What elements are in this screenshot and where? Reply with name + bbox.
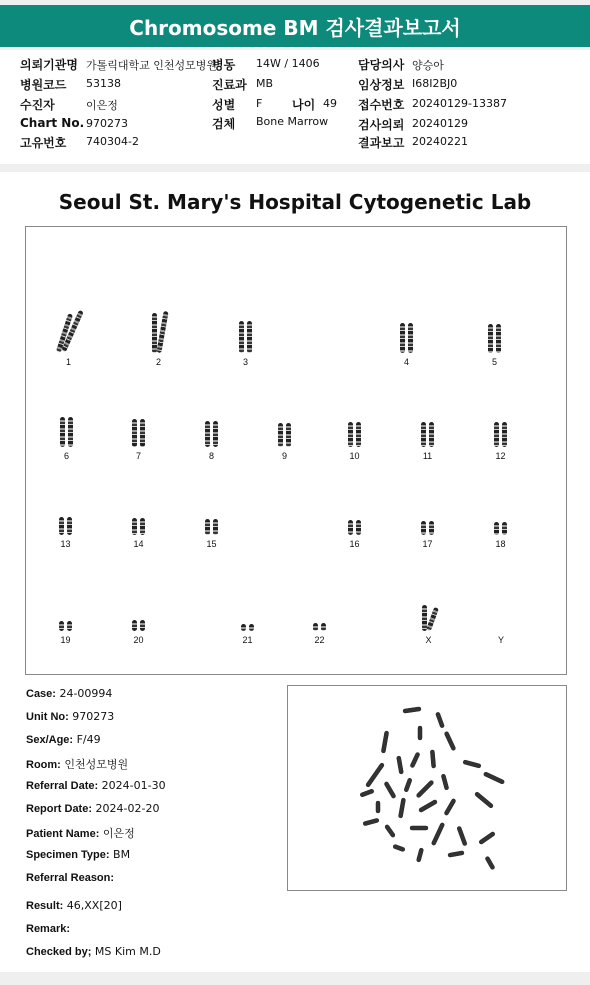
info-value: 이은정	[86, 99, 118, 112]
chromosome-pair-3	[239, 301, 252, 367]
chromosome-pair-image	[313, 579, 326, 631]
chromosome-pair-4	[400, 301, 413, 367]
info-value: MB	[256, 77, 274, 90]
info-value: Bone Marrow	[256, 115, 329, 128]
info-value: F	[256, 97, 263, 110]
room-value: 인천성모병원	[64, 758, 129, 771]
chromosome-pair-6	[60, 395, 73, 461]
chromosome-label: X	[425, 635, 432, 645]
chromosome-label: 15	[206, 539, 217, 549]
chromosome-label: 1	[65, 357, 71, 367]
chromosome-pair-9	[278, 395, 291, 461]
chromosome-pair-7	[132, 395, 145, 461]
chromosome-pair-12	[494, 395, 507, 461]
chromosome-label: 9	[281, 451, 287, 461]
chromosome-pair-image	[132, 483, 145, 535]
report-date-row	[26, 802, 159, 815]
chromosome-label: 3	[242, 357, 248, 367]
chromosome-pair-20	[132, 579, 145, 645]
remark-label: Remark:	[26, 923, 71, 935]
chromosome-pair-image	[59, 579, 72, 631]
specimen-row	[26, 848, 130, 861]
lab-title: Seoul St. Mary's Hospital Cytogenetic Lab	[58, 190, 532, 214]
chromosome-pair-11	[421, 395, 434, 461]
info-value: 14W / 1406	[256, 57, 320, 70]
sex-age-label: Sex/Age:	[26, 734, 74, 746]
chromosome-label: 7	[135, 451, 141, 461]
info-key: 성별	[212, 98, 236, 112]
chromosome-pair-image	[239, 301, 252, 353]
info-value: 53138	[86, 77, 121, 90]
chromosome-pair-image	[421, 483, 434, 535]
chromosome-pair-x	[422, 579, 435, 645]
chromosome-label: 14	[133, 539, 144, 549]
result-label: Result:	[26, 900, 64, 912]
chromosome-pair-18	[494, 483, 507, 549]
patient-name-label: Patient Name:	[26, 828, 100, 840]
chromosome-label: 4	[403, 357, 409, 367]
chromosome-pair-image	[205, 483, 218, 535]
patient-name-value: 이은정	[102, 827, 135, 840]
chromosome-label: 17	[422, 539, 433, 549]
referral-date-label: Referral Date:	[26, 780, 99, 792]
info-value: 20240129	[412, 117, 468, 130]
info-value: 양승아	[412, 59, 444, 72]
chromosome-label: Y	[498, 635, 505, 645]
referral-reason-row	[26, 871, 114, 884]
unit-value: 970273	[72, 710, 115, 723]
karyogram-panel	[25, 226, 567, 675]
chromosome-slot-y	[498, 579, 504, 645]
chromosome-label: 19	[60, 635, 71, 645]
info-key: 담당의사	[358, 58, 405, 72]
remark-row	[26, 922, 70, 935]
referral-date-row	[26, 779, 166, 792]
chromosome-label: 12	[495, 451, 506, 461]
case-value: 24-00994	[59, 687, 113, 700]
referral-date-value: 2024-01-30	[101, 779, 166, 792]
checked-by-label: Checked by;	[26, 946, 92, 958]
chromosome-pair-19	[59, 579, 72, 645]
chromosome-pair-image	[205, 395, 218, 447]
chromosome-label: 11	[422, 451, 433, 461]
patient-info-panel	[0, 50, 590, 164]
chromosome-pair-16	[348, 483, 361, 549]
room-label: Room:	[26, 759, 61, 771]
info-key: 접수번호	[358, 98, 405, 112]
chromosome-pair-image	[488, 301, 501, 353]
info-key: 병원코드	[20, 78, 67, 92]
metaphase-spread-drawing	[288, 686, 566, 890]
info-value: 20240221	[412, 135, 468, 148]
chromosome-pair-image	[422, 579, 435, 631]
chromosome-pair-2	[152, 301, 165, 367]
case-row	[26, 687, 112, 700]
chromosome-pair-image	[494, 483, 507, 535]
chromosome-pair-image	[278, 395, 291, 447]
chromosome-pair-22	[313, 579, 326, 645]
info-key: 고유번호	[20, 136, 67, 150]
chromosome-pair-image	[132, 395, 145, 447]
info-value: 740304-2	[86, 135, 139, 148]
chromosome-label: 20	[133, 635, 144, 645]
checked-by-value: MS Kim M.D	[94, 945, 161, 958]
chromosome-label: 5	[491, 357, 497, 367]
chromosome-pair-image	[400, 301, 413, 353]
chromosome-pair-image	[152, 301, 165, 353]
chromosome-pair-image	[60, 395, 73, 447]
result-row	[26, 899, 122, 912]
chromosome-label: 6	[63, 451, 69, 461]
info-value: 가톨릭대학교 인천성모병원	[86, 59, 218, 72]
unit-label: Unit No:	[26, 711, 69, 723]
metaphase-spread-image	[287, 685, 567, 891]
info-key: 검체	[212, 117, 236, 131]
referral-reason-label: Referral Reason:	[26, 872, 115, 884]
chromosome-pair-1	[62, 301, 75, 367]
specimen-label: Specimen Type:	[26, 849, 110, 861]
chromosome-label: 2	[155, 357, 161, 367]
sex-age-value: F/49	[76, 733, 101, 746]
info-value: 20240129-13387	[412, 97, 507, 110]
report-date-value: 2024-02-20	[95, 802, 160, 815]
info-value: 970273	[86, 117, 128, 130]
info-key: 검사의뢰	[358, 118, 405, 132]
info-key: 임상정보	[358, 78, 405, 92]
info-key: 결과보고	[358, 136, 405, 150]
karyotype-report-sheet	[0, 172, 590, 972]
room-row	[26, 756, 128, 772]
sex-age-row	[26, 733, 101, 746]
chromosome-label: 22	[314, 635, 325, 645]
chromosome-pair-15	[205, 483, 218, 549]
chromosome-label: 21	[242, 635, 253, 645]
chromosome-pair-13	[59, 483, 72, 549]
chromosome-label: 8	[208, 451, 214, 461]
chromosome-pair-14	[132, 483, 145, 549]
chromosome-pair-image	[59, 483, 72, 535]
result-value: 46,XX[20]	[66, 899, 122, 912]
chromosome-pair-image	[494, 395, 507, 447]
chromosome-pair-21	[241, 579, 254, 645]
info-key: 병동	[212, 58, 236, 72]
chromosome-pair-image	[241, 579, 254, 631]
report-date-label: Report Date:	[26, 803, 93, 815]
patient-name-row	[26, 825, 135, 841]
chromosome-pair-image	[348, 395, 361, 447]
checked-by-row	[26, 945, 161, 958]
chromosome-pair-image	[132, 579, 145, 631]
chromosome-label: 16	[349, 539, 360, 549]
chromosome-pair-10	[348, 395, 361, 461]
info-key: Chart No.	[20, 116, 85, 130]
unit-row	[26, 710, 114, 723]
chromosome-label: 18	[495, 539, 506, 549]
report-title: Chromosome BM 검사결과보고서	[0, 5, 590, 47]
chromosome-pair-17	[421, 483, 434, 549]
chromosome-pair-5	[488, 301, 501, 367]
info-value: I68I2BJ0	[412, 77, 458, 90]
info-key: 진료과	[212, 78, 247, 92]
chromosome-pair-8	[205, 395, 218, 461]
chromosome-pair-image	[62, 301, 75, 353]
info-key: 나이	[292, 98, 316, 112]
info-key: 수진자	[20, 98, 55, 112]
chromosome-label: 10	[349, 451, 360, 461]
specimen-value: BM	[113, 848, 131, 861]
chromosome-pair-image	[421, 395, 434, 447]
info-key: 의뢰기관명	[20, 58, 78, 72]
case-label: Case:	[26, 688, 56, 700]
info-value: 49	[323, 97, 337, 110]
chromosome-label: 13	[60, 539, 71, 549]
chromosome-pair-image	[348, 483, 361, 535]
